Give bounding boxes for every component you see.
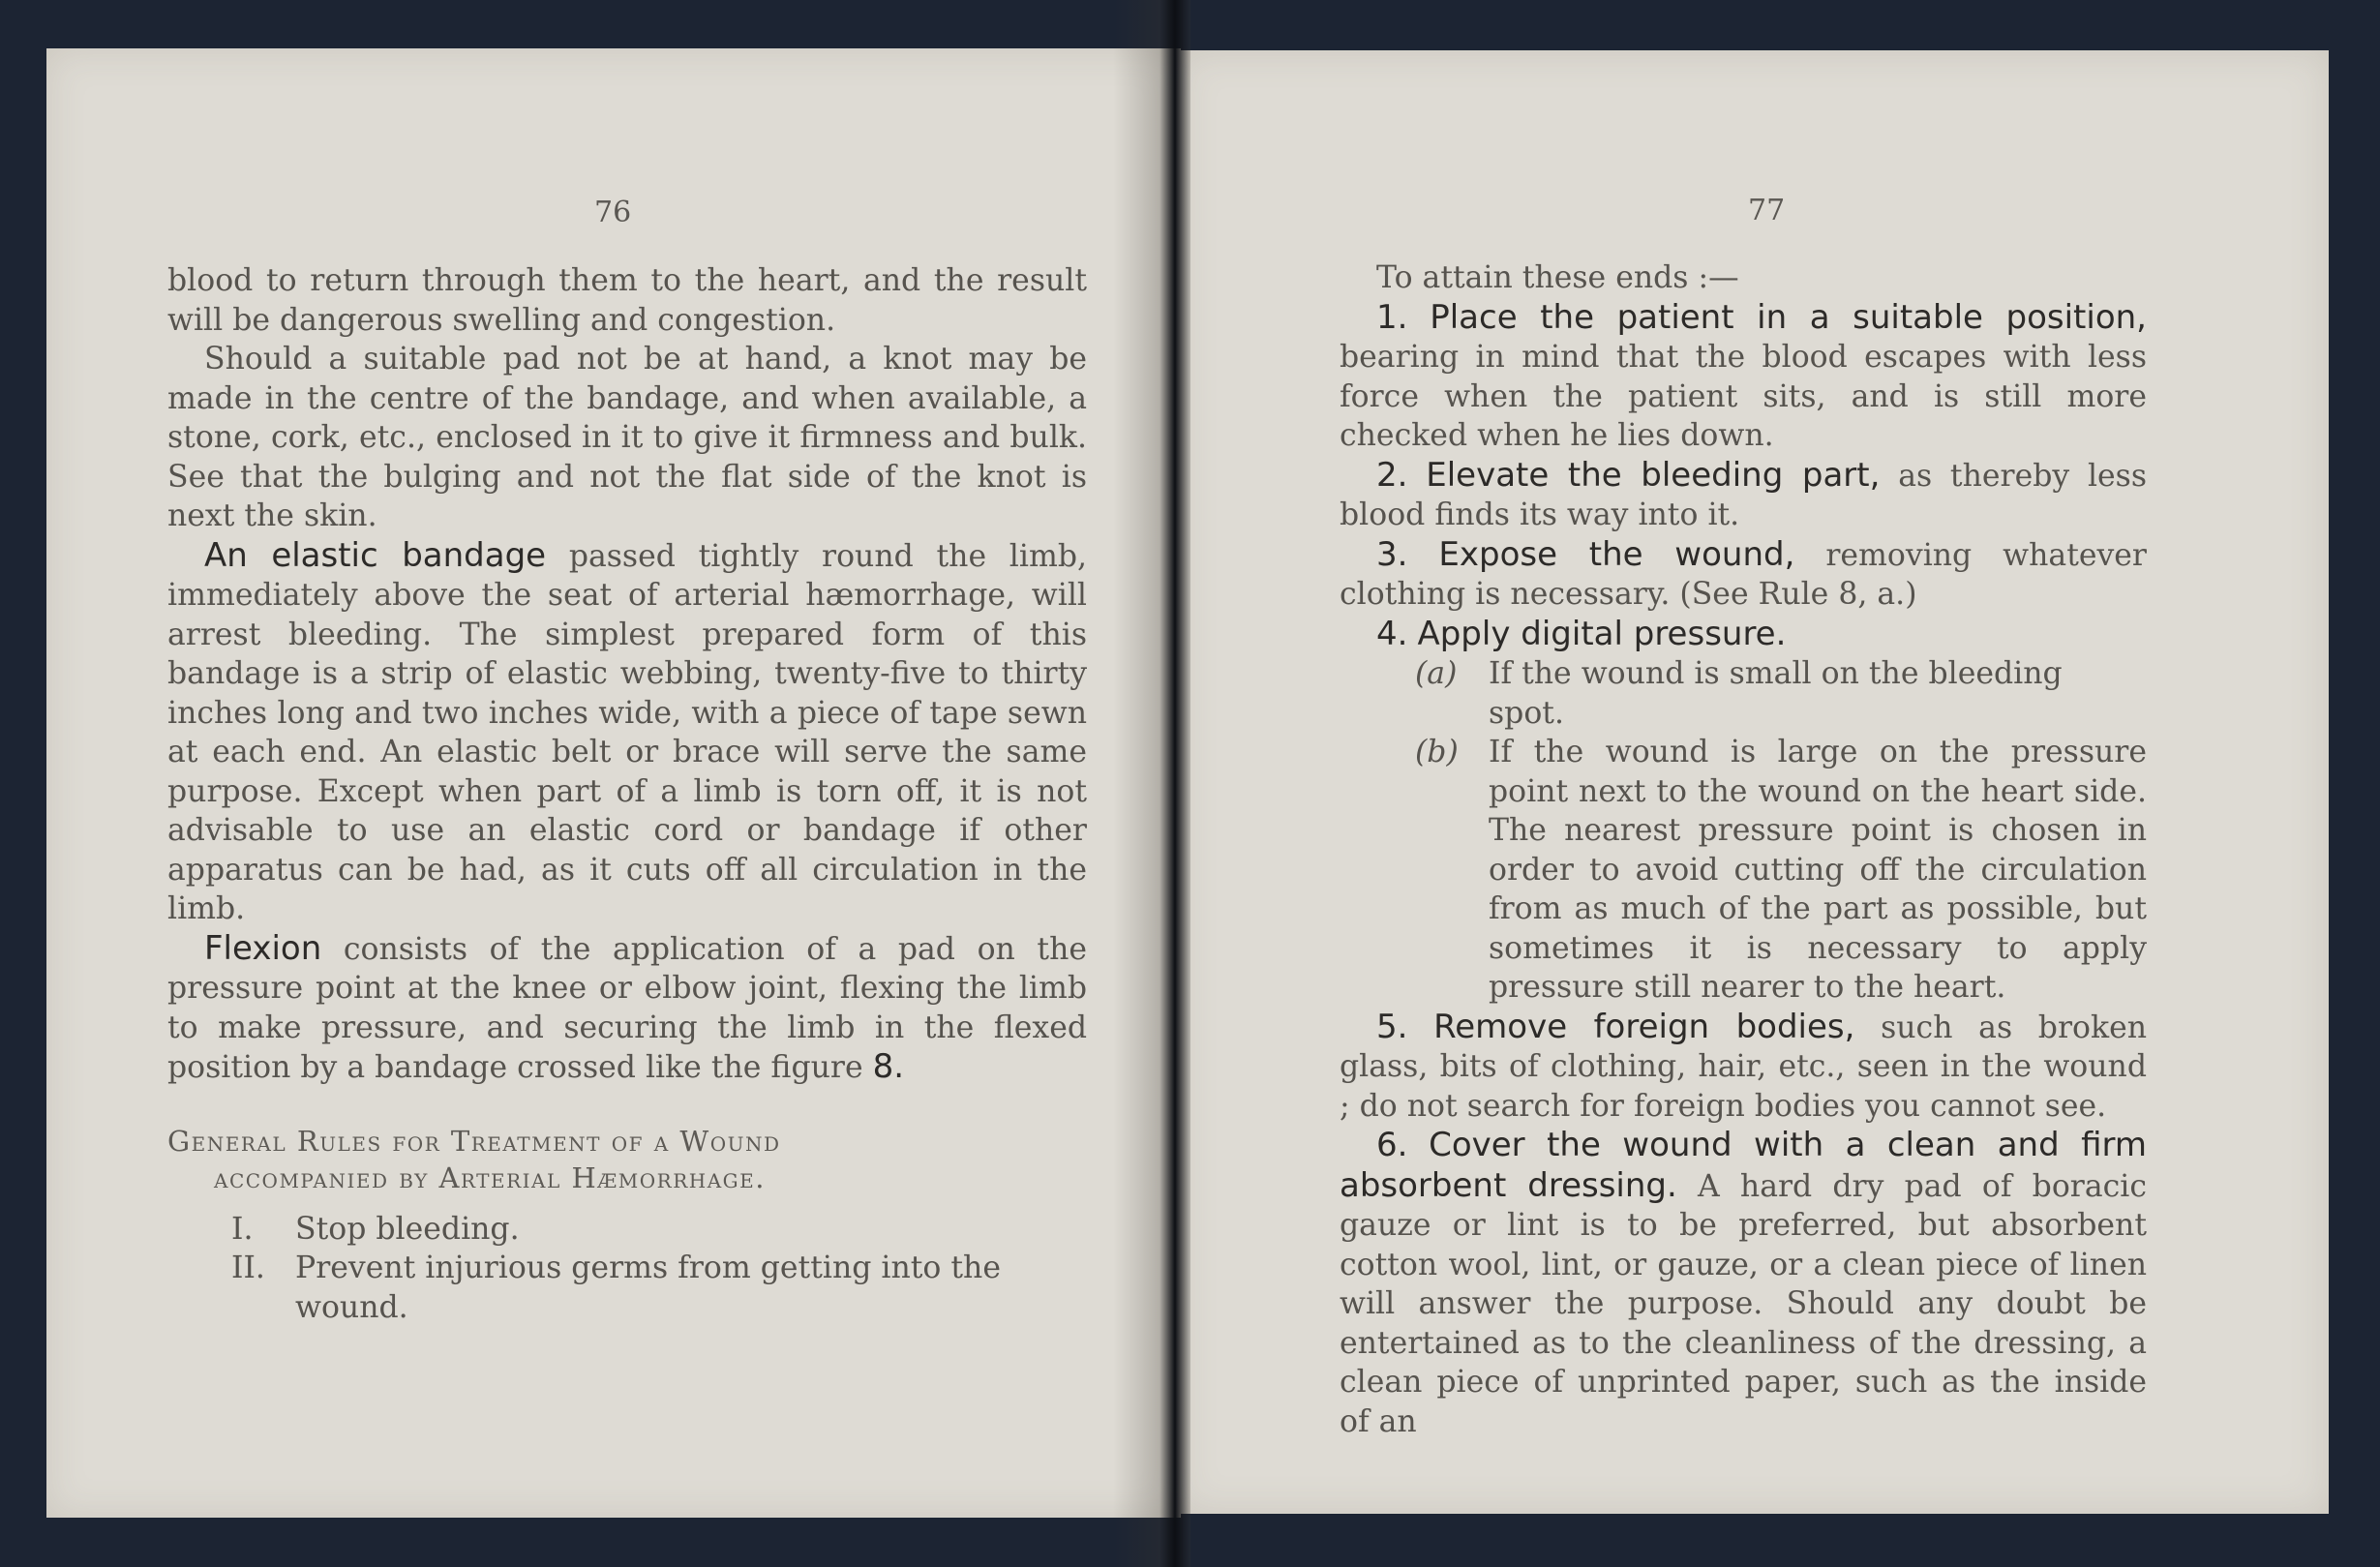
item-number: 2. bbox=[1376, 455, 1408, 495]
item-text: removing whatever clothing is necessary. (See Rule 8, a.) bbox=[1340, 537, 2147, 612]
sub-label: (a) bbox=[1415, 656, 1458, 691]
item-text: bearing in mind that the blood escapes with less force when the patient sits, and is still more checked when he lies down. bbox=[1340, 340, 2147, 453]
paragraph: blood to return through them to the heart, and the result will be dangerous swelling and congestion. bbox=[167, 263, 1087, 338]
heading-line: accompanied by Arterial Hæmorrhage. bbox=[214, 1160, 766, 1194]
rule-text: Stop bleeding. bbox=[295, 1211, 520, 1247]
item-text: such as broken glass, bits of clothing, hair, etc., seen in the wound ; do not search for foreign bodies you cannot see. bbox=[1340, 1010, 2147, 1124]
item-number: 5. bbox=[1376, 1007, 1408, 1046]
numbered-item bbox=[1340, 298, 2147, 456]
right-page-body bbox=[1340, 258, 2147, 1441]
sub-label: (b) bbox=[1415, 735, 1459, 769]
rule-number: I. bbox=[231, 1211, 254, 1247]
item-number: 3. bbox=[1376, 534, 1408, 574]
run-in-heading: An elastic bandage bbox=[204, 535, 547, 575]
page-number: 77 bbox=[1748, 194, 1786, 227]
item-number: 1. bbox=[1376, 297, 1408, 337]
left-page-body bbox=[167, 261, 1087, 1327]
intro-line: To attain these ends :— bbox=[1376, 260, 1739, 295]
item-lead: Elevate the bleeding part, bbox=[1426, 455, 1881, 495]
rule-list bbox=[167, 1210, 1087, 1328]
rule-number: II. bbox=[231, 1251, 265, 1285]
sub-item bbox=[1340, 733, 2147, 1008]
item-number: 4. bbox=[1376, 614, 1408, 653]
paragraph-text: consists of the application of a pad on the pressure point at the knee or elbow joint, flexing the limb to make pressure, and securing the limb in the flexed position by a bandage crossed like the figure bbox=[167, 931, 1088, 1085]
item-text: A hard dry pad of boracic gauze or lint is to be preferred, but absorbent cotton wool, lint, or gauze, or a clean piece of linen will answer the purpose. Should any doubt be entertained as to the cleanliness of the dressing, a clean piece of unprinted paper, such as the inside of an bbox=[1340, 1168, 2147, 1439]
page-number: 76 bbox=[594, 196, 632, 229]
heading-line: General Rules for Treatment of a Wound bbox=[167, 1124, 781, 1158]
paragraph bbox=[167, 929, 1087, 1088]
figure-number: 8. bbox=[872, 1047, 905, 1086]
paragraph-text: passed tightly round the limb, immediately above the seat of arterial hæmorrhage, will arrest bleeding. The simplest prepared form of this bandage is a strip of elastic webbing, twenty-five to thirty inches long and two inches wide, with a piece of tape sewn at each end. An elastic belt or brace will serve the same purpose. Except when part of a limb is torn off, it is not advisable to use an elastic cord or bandage if other apparatus can be had, as it cuts off all circulation in the limb. bbox=[167, 538, 1087, 926]
numbered-item bbox=[1340, 456, 2147, 535]
right-page bbox=[1179, 50, 2329, 1514]
run-in-heading: Flexion bbox=[204, 928, 322, 968]
book-gutter bbox=[1113, 0, 1190, 1567]
numbered-item bbox=[1340, 535, 2147, 615]
numbered-item bbox=[1340, 1008, 2147, 1127]
item-number: 6. bbox=[1376, 1126, 1408, 1164]
sub-item bbox=[1340, 654, 2147, 733]
paragraph: Should a suitable pad not be at hand, a knot may be made in the centre of the bandage, and when available, a stone, cork, etc., enclosed in it to give it firmness and bulk. See that the bulging and not the flat side of the knot is next the skin. bbox=[167, 342, 1087, 533]
sub-text: If the wound is large on the pressure point next to the wound on the heart side. The nearest pressure point is chosen in order to avoid cutting off the circulation from as much of the part as possible, but sometimes it is necessary to apply pressure still nearer to the heart. bbox=[1489, 735, 2147, 1005]
numbered-item bbox=[1340, 1126, 2147, 1441]
rule-text: Prevent injurious germs from getting into the wound. bbox=[295, 1251, 1001, 1325]
item-lead: Place the patient in a suitable position, bbox=[1430, 297, 2147, 337]
item-lead: Cover the wound with a clean and firm absorbent dressing. bbox=[1340, 1126, 2148, 1205]
item-text: as thereby less blood finds its way into it. bbox=[1340, 458, 2148, 532]
sub-text: If the wound is small on the bleeding spot. bbox=[1489, 656, 2063, 731]
paragraph bbox=[167, 536, 1087, 929]
list-item bbox=[231, 1210, 1087, 1250]
item-lead: Remove foreign bodies, bbox=[1433, 1007, 1855, 1046]
numbered-item bbox=[1340, 615, 2147, 655]
item-lead: Expose the wound, bbox=[1438, 534, 1795, 574]
list-item bbox=[231, 1249, 1087, 1327]
left-page bbox=[46, 48, 1181, 1518]
section-heading bbox=[167, 1123, 1087, 1196]
item-lead: Apply digital pressure. bbox=[1417, 614, 1787, 653]
